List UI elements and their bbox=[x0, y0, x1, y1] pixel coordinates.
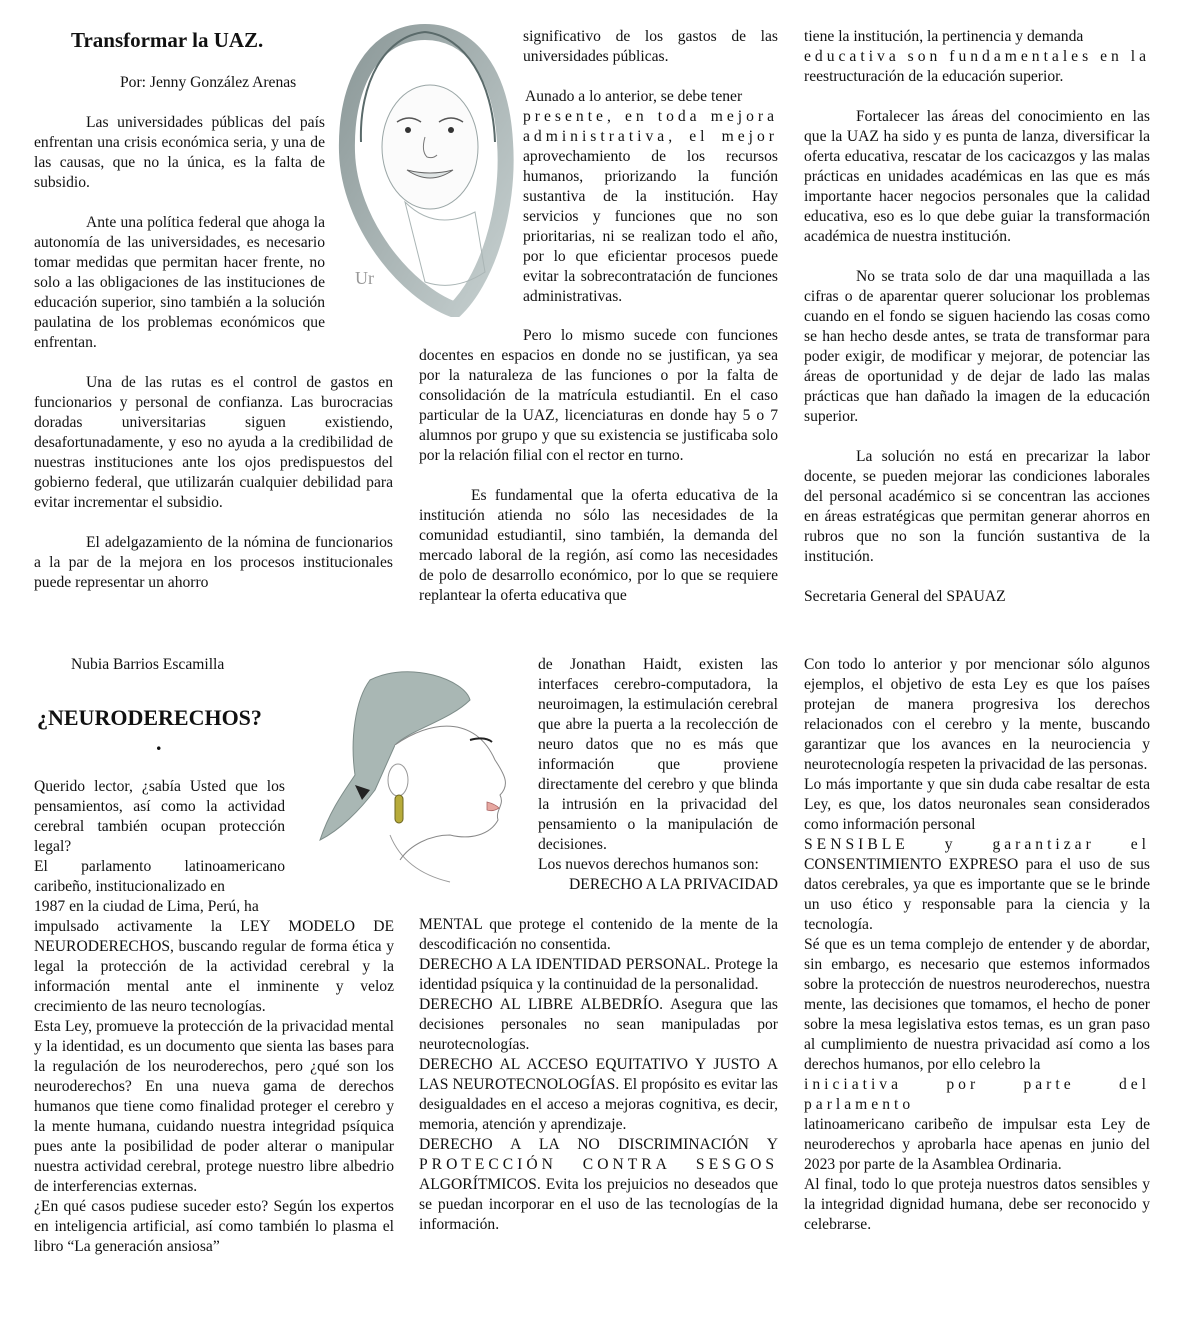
right-item: ALGORÍTMICOS. Evita los prejuicios no deseados que se puedan incorporar en el uso de las tecnologías de la información. bbox=[419, 1176, 778, 1233]
right-item-line: PROTECCIÓN CONTRA SESGOS bbox=[419, 1156, 778, 1173]
paragraph: Una de las rutas es el control de gastos en funcionarios y personal de confianza. Las burocracias doradas universitarias siguen existiendo, desafortunadamente, y eso no ayuda a la credibilidad de nuestras instituciones ante los ojos predispuestos del gobierno federal, que utilizarán cualquier debilidad para evitar incrementar el subsidio. bbox=[34, 374, 393, 511]
paragraph: Sé que es un tema complejo de entender y de abordar, sin embargo, es necesario que estemos informados sobre la protección de nuestros neuroderechos, nuestra mente, las decisiones que tomamos, el hecho de poner sobre la mesa legislativa estos temas, es un gran paso al cumplimiento de nuestra privacidad así como a los derechos humanos, por ello celebro la bbox=[804, 936, 1150, 1073]
right-item: MENTAL que protege el contenido de la mente de la descodificación no consentida. bbox=[419, 916, 778, 953]
article2-column-1-lower bbox=[34, 917, 394, 1257]
article2-column-3 bbox=[804, 655, 1150, 1235]
article1-column-2-lower bbox=[419, 326, 778, 606]
paragraph-line: 1987 en la ciudad de Lima, Perú, ha bbox=[34, 898, 259, 915]
paragraph: Lo más importante y que sin duda cabe resaltar de esta Ley, es que, los datos neuronales sean considerados como información personal bbox=[804, 776, 1150, 833]
paragraph: No se trata solo de dar una maquillada a las cifras o de aparentar querer solucionar los problemas cuando en el fondo se siguen haciendo las cosas como se han hecho desde antes, se trata de transformar para poder exigir, de modificar y mejorar, de potenciar las áreas de oportunidad y de dejar de lado las malas prácticas que han dañado la imagen de la educación superior. bbox=[804, 268, 1150, 425]
right-item: DERECHO AL ACCESO EQUITATIVO Y JUSTO A LAS NEUROTECNOLOGÍAS. El propósito es evitar las desigualdades en el acceso a mejoras cognitiva, es decir, memoria, atención y aprendizaje. bbox=[419, 1056, 778, 1133]
article2-title: ¿NEURODERECHOS? bbox=[37, 705, 262, 730]
paragraph-line: educativa son fundamentales en la bbox=[804, 48, 1150, 65]
paragraph-line: tiene la institución, la pertinencia y demanda bbox=[804, 28, 1084, 45]
right-item: DERECHO AL LIBRE ALBEDRÍO. Asegura que las decisiones personales no sean manipuladas por neurotecnologías. bbox=[419, 996, 778, 1053]
paragraph: de Jonathan Haidt, existen las interfaces cerebro-computadora, la neuroimagen, la estimulación cerebral que abre la puerta a la recolección de neuro datos que no es más que información que proviene directamente del cerebro y que blinda la intrusión en la privacidad del pensamiento o la manipulación de decisiones. bbox=[538, 656, 778, 853]
paragraph: El parlamento latinoamericano caribeño, institucionalizado en bbox=[34, 858, 285, 895]
paragraph: Ante una política federal que ahoga la autonomía de las universidades, es necesario tomar medidas que permitan hacer frente, no solo a las obligaciones de las instituciones de educación superior, sino también a la solución paulatina de los problemas económicos que enfrentan. bbox=[34, 214, 325, 351]
paragraph: impulsado activamente la LEY MODELO DE NEURODERECHOS, buscando regular de forma ética y legal la protección de la actividad cerebral y la información mental ante el inminente y veloz crecimiento de las neuro tecnologías. bbox=[34, 918, 394, 1015]
paragraph: latinoamericano caribeño de impulsar esta Ley de neuroderechos y aprobarla hace apenas en junio del 2023 por parte de la Asamblea Ordinaria. bbox=[804, 1116, 1150, 1173]
right-item: DERECHO A LA IDENTIDAD PERSONAL. Protege la identidad psíquica y la continuidad de la personalidad. bbox=[419, 956, 778, 993]
paragraph: Querido lector, ¿sabía Usted que los pensamientos, así como la actividad cerebral también ocupan protección legal? bbox=[34, 778, 285, 855]
paragraph: Al final, todo lo que proteja nuestros datos sensibles y la integridad dignidad humana, debe ser reconocido y celebrarse. bbox=[804, 1176, 1150, 1233]
paragraph-line: iniciativa por parte del parlamento bbox=[804, 1076, 1150, 1113]
article1-column-1 bbox=[34, 113, 393, 593]
svg-text:Ur: Ur bbox=[355, 268, 374, 288]
article2-column-2-lower bbox=[419, 915, 778, 1235]
paragraph-line: administrativa, el mejor bbox=[523, 128, 778, 145]
paragraph-line: reestructuración de la educación superior. bbox=[804, 68, 1064, 85]
author-portrait-profile bbox=[300, 660, 525, 885]
paragraph: Es fundamental que la oferta educativa de la institución atienda no sólo las necesidades de la comunidad estudiantil, sino también, la demanda del mercado laboral de la región, así como las necesidades de polo de desarrollo económico, por lo que se requiere replantear la oferta educativa que bbox=[419, 487, 778, 604]
right-heading: DERECHO A LA PRIVACIDAD bbox=[569, 876, 778, 893]
paragraph: Fortalecer las áreas del conocimiento en las que la UAZ ha sido y es punta de lanza, diversificar la oferta educativa, rescatar de los cacicazgos y las malas prácticas en unidades académicas en las que es más importante hacer negocios personales que la calidad educativa, eso es lo que debe guiar la transformación académica de nuestra institución. bbox=[804, 108, 1150, 245]
profile-illustration-icon bbox=[300, 660, 525, 885]
paragraph-line: SENSIBLE y garantizar el bbox=[804, 836, 1150, 853]
paragraph: Esta Ley, promueve la protección de la privacidad mental y la identidad, es un documento que sienta las bases para la regulación de los neuroderechos, pero ¿qué son los neuroderechos? En una nueva gama de derechos humanos que tiene como finalidad proteger el cerebro y la mente humana, cuidando nuestra integridad psíquica pues ante la posibilidad de poder alterar o manipular nuestra actividad cerebral, protege nuestro libre albedrio de interferencias externas. bbox=[34, 1018, 394, 1195]
paragraph: La solución no está en precarizar la labor docente, se pueden mejorar las condiciones laborales del personal académico si se concentran las acciones en áreas estratégicas que permitan generar ahorros en rubros que no son la función sustantiva de la institución. bbox=[804, 448, 1150, 565]
paragraph-line: Aunado a lo anterior, se debe tener bbox=[525, 88, 743, 105]
paragraph: significativo de los gastos de las universidades públicas. bbox=[523, 28, 778, 65]
right-item-line: DERECHO A LA NO DISCRIMINACIÓN Y bbox=[419, 1136, 778, 1153]
article2-author: Nubia Barrios Escamilla bbox=[71, 656, 225, 673]
author-portrait-sketch bbox=[335, 22, 515, 317]
article1-byline: Por: Jenny González Arenas bbox=[120, 74, 297, 91]
article1-column-2 bbox=[523, 27, 778, 307]
paragraph: ¿En qué casos pudiese suceder esto? Según los expertos en inteligencia artificial, así como también lo plasma el libro “La generación ansiosa” bbox=[34, 1198, 394, 1255]
portrait-illustration-icon bbox=[335, 22, 515, 317]
article1-title: Transformar la UAZ. bbox=[71, 28, 264, 52]
article2-column-1 bbox=[34, 777, 285, 917]
paragraph-line: presente, en toda mejora bbox=[523, 108, 778, 125]
signature: Secretaria General del SPAUAZ bbox=[804, 588, 1006, 605]
paragraph: Con todo lo anterior y por mencionar sólo algunos ejemplos, el objetivo de esta Ley es que los países protejan de manera progresiva los derechos relacionados con el cerebro y la mente, buscando garantizar que los avances en la neurociencia y neurotecnología respeten la privacidad de las personas. bbox=[804, 656, 1150, 773]
paragraph: El adelgazamiento de la nómina de funcionarios a la par de la mejora en los procesos institucionales puede representar un ahorro bbox=[34, 534, 393, 591]
paragraph: Pero lo mismo sucede con funciones docentes en espacios en donde no se justifican, ya sea por la naturaleza de las funciones o por la falta de consolidación de la matrícula estudiantil. En el caso particular de la UAZ, licenciaturas en donde hay 5 o 7 alumnos por grupo y que su existencia se justificaba solo por la relación filial con el rector en turno. bbox=[419, 327, 778, 464]
paragraph: aprovechamiento de los recursos humanos, priorizando la función sustantiva de la institución. Hay servicios y funciones que no son prioritarias, ni se realizan todo el año, por lo que eficientar procesos puede evitar la sobrecontratación de funciones administrativas. bbox=[523, 148, 778, 305]
paragraph: Los nuevos derechos humanos son: bbox=[538, 856, 759, 873]
paragraph: CONSENTIMIENTO EXPRESO para el uso de sus datos cerebrales, ya que es importante que se le brinde un uso ético y responsable para la ciencia y la tecnología. bbox=[804, 856, 1150, 933]
article2-title-dot: . bbox=[156, 730, 162, 755]
paragraph: Las universidades públicas del país enfrentan una crisis económica seria, y una de las causas, que no la única, es la falta de subsidio. bbox=[34, 114, 325, 191]
article2-column-2 bbox=[538, 655, 778, 895]
article1-column-3 bbox=[804, 27, 1150, 607]
